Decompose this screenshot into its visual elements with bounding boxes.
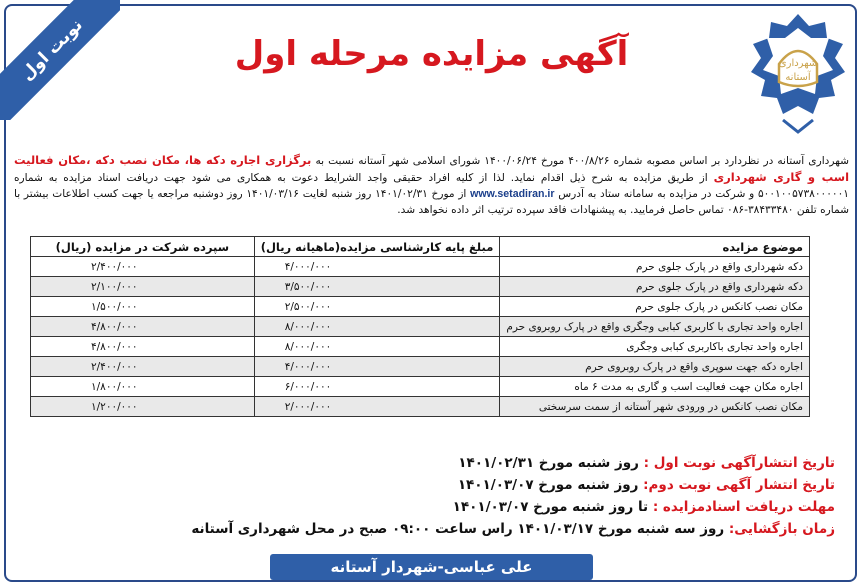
schedule-label: تاریخ انتشارآگهی نوبت اول : (643, 455, 835, 471)
schedule-value: روز سه شنبه مورخ ۱۴۰۱/۰۳/۱۷ راس ساعت ۰۹:۰۰ صبح در محل شهرداری آستانه (191, 521, 729, 537)
intro-part-2: از طریق مزایده به شرح ذیل اقدام نماید. لذا از کلیه افراد حقیقی واجد الشرایط دعوت به همکاری می شود جهت دریافت اسناد مزایده به شماره ۵۰۰۱۰۰۵۷۳۸۰۰۰۰۰۱ و شرکت در مزایده به سامانه ستاد به آدرس (14, 172, 849, 200)
row-deposit: ۱/۵۰۰/۰۰۰ (31, 297, 255, 317)
row-base-price: ۳/۵۰۰/۰۰۰ (254, 277, 500, 297)
header-base-price: مبلغ پایه کارشناسی مزایده(ماهیانه ریال) (254, 237, 500, 257)
row-base-price: ۲/۵۰۰/۰۰۰ (254, 297, 500, 317)
setad-link[interactable]: www.setadiran.ir (470, 188, 555, 200)
row-base-price: ۶/۰۰۰/۰۰۰ (254, 377, 500, 397)
row-base-price: ۴/۰۰۰/۰۰۰ (254, 257, 500, 277)
row-deposit: ۴/۸۰۰/۰۰۰ (31, 317, 255, 337)
schedule-list (191, 452, 835, 540)
table-row (31, 357, 810, 377)
schedule-label: مهلت دریافت اسنادمزایده : (652, 499, 835, 515)
table-row (31, 377, 810, 397)
municipality-logo (743, 8, 853, 138)
mayor-signature-bar: علی عباسی-شهردار آستانه (270, 554, 593, 580)
schedule-value: روز شنبه مورخ ۱۴۰۱/۰۳/۰۷ (457, 477, 644, 493)
ribbon-label: نوبت اول (0, 0, 120, 120)
row-base-price: ۴/۰۰۰/۰۰۰ (254, 357, 500, 377)
header-subject: موضوع مزایده (500, 237, 810, 257)
page-title: آگهی مزایده مرحله اول (234, 34, 629, 74)
row-subject: اجاره مکان جهت فعالیت اسب و گاری به مدت ۶ ماه (500, 377, 810, 397)
row-deposit: ۴/۸۰۰/۰۰۰ (31, 337, 255, 357)
schedule-item-second-publication (191, 474, 835, 496)
schedule-item-document-deadline (191, 496, 835, 518)
auction-table (30, 236, 810, 417)
row-deposit: ۲/۴۰۰/۰۰۰ (31, 357, 255, 377)
row-subject: اجاره واحد تجاری با کاربری کبابی وجگری واقع در پارک روبروی حرم (500, 317, 810, 337)
row-deposit: ۱/۸۰۰/۰۰۰ (31, 377, 255, 397)
table-row (31, 317, 810, 337)
intro-paragraph (14, 152, 849, 218)
table-row (31, 337, 810, 357)
schedule-value: روز شنبه مورخ ۱۴۰۱/۰۲/۳۱ (458, 455, 644, 471)
row-base-price: ۸/۰۰۰/۰۰۰ (254, 317, 500, 337)
row-deposit: ۱/۲۰۰/۰۰۰ (31, 397, 255, 417)
row-deposit: ۲/۱۰۰/۰۰۰ (31, 277, 255, 297)
row-base-price: ۸/۰۰۰/۰۰۰ (254, 337, 500, 357)
logo-text-1: شهرداری (778, 58, 818, 69)
table-row (31, 277, 810, 297)
row-subject: اجاره دکه جهت سوپری واقع در پارک روبروی حرم (500, 357, 810, 377)
schedule-label: تاریخ انتشار آگهی نوبت دوم: (643, 477, 835, 493)
table-header-row (31, 237, 810, 257)
row-subject: دکه شهرداری واقع در پارک جلوی حرم (500, 257, 810, 277)
corner-ribbon (0, 0, 120, 120)
intro-highlight: برگزاری اجاره دکه ها، مکان نصب دکه ،مکان فعالیت اسب و گاری شهرداری (14, 153, 850, 184)
intro-part-1: شهرداری آستانه در نظردارد بر اساس مصوبه شماره ۴۰۰/۸/۲۶ مورخ ۱۴۰۰/۰۶/۲۴ شورای اسلامی شهر آستانه نسبت به (311, 155, 849, 167)
schedule-item-opening-time (191, 518, 835, 540)
row-subject: اجاره واحد تجاری باکاربری کبابی وجگری (500, 337, 810, 357)
table-row (31, 257, 810, 277)
header-deposit: سپرده شرکت در مزایده (ریال) (31, 237, 255, 257)
table-row (31, 297, 810, 317)
logo-text-2: آستانه (785, 72, 811, 83)
table-row (31, 397, 810, 417)
schedule-item-first-publication (191, 452, 835, 474)
schedule-label: زمان بازگشایی: (728, 521, 835, 537)
row-subject: مکان نصب کانکس در پارک جلوی حرم (500, 297, 810, 317)
intro-part-3: از مورخ ۱۴۰۱/۰۲/۳۱ روز شنبه لغایت ۱۴۰۱/۰۳/۱۶ روز دوشنبه مراجعه یا جهت کسب اطلاعات بیشتر با شماره تلفن ۳۸۴۳۳۴۸۰-۰۸۶ تماس حاصل فرمایید. به پیشنهادات فاقد سپرده ترتیب اثر داده نخواهد شد. (14, 188, 849, 216)
row-base-price: ۲/۰۰۰/۰۰۰ (254, 397, 500, 417)
row-subject: مکان نصب کانکس در ورودی شهر آستانه از سمت سرسختی (500, 397, 810, 417)
row-deposit: ۲/۴۰۰/۰۰۰ (31, 257, 255, 277)
schedule-value: تا روز شنبه مورخ ۱۴۰۱/۰۳/۰۷ (452, 499, 653, 515)
row-subject: دکه شهرداری واقع در پارک جلوی حرم (500, 277, 810, 297)
